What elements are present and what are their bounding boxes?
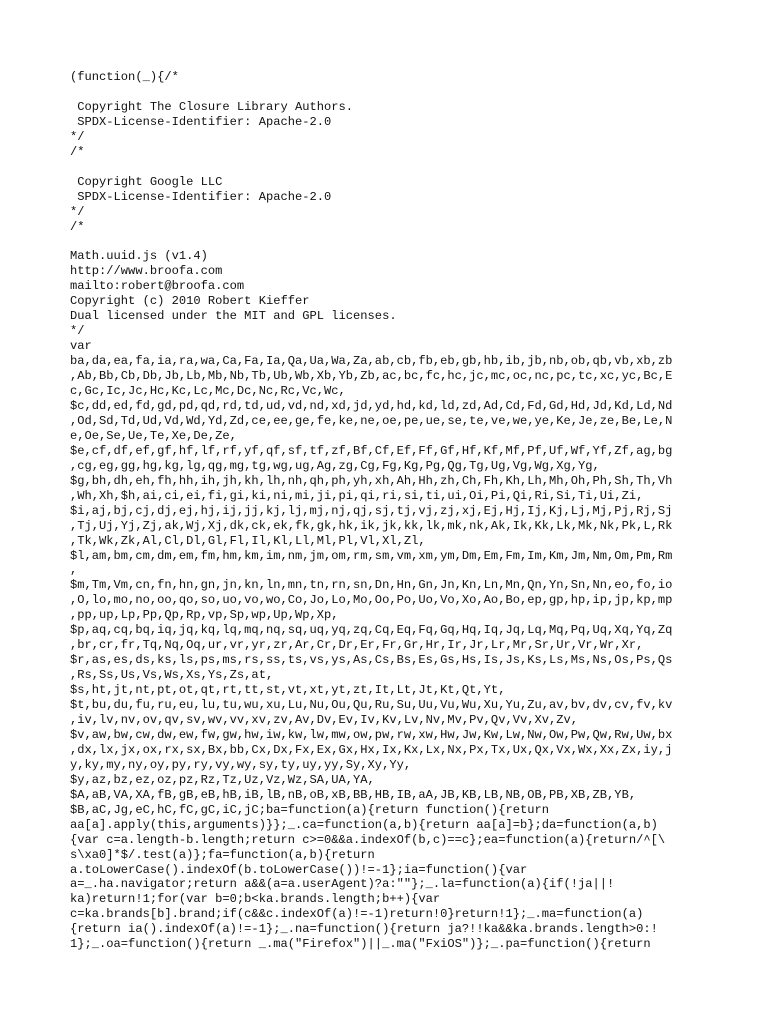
code-line: $l,am,bm,cm,dm,em,fm,hm,km,im,nm,jm,om,rm,sm,vm,xm,ym,Dm,Em,Fm,Im,Km,Jm,Nm,Om,Pm,Rm [70, 548, 673, 563]
code-line: $B,aC,Jg,eC,hC,fC,gC,iC,jC;ba=function(a){return function(){return [70, 802, 549, 817]
code-line: $m,Tm,Vm,cn,fn,hn,gn,jn,kn,ln,mn,tn,rn,sn,Dn,Hn,Gn,Jn,Kn,Ln,Mn,Qn,Yn,Sn,Nn,eo,fo,io [70, 578, 673, 593]
code-line: */ [70, 129, 85, 144]
code-line: ba,da,ea,fa,ia,ra,wa,Ca,Fa,Ia,Qa,Ua,Wa,Za,ab,cb,fb,eb,gb,hb,ib,jb,nb,ob,qb,vb,xb,zb [70, 354, 673, 369]
code-line: , [70, 563, 78, 578]
code-line: $A,aB,VA,XA,fB,gB,eB,hB,iB,lB,nB,oB,xB,BB,HB,IB,aA,JB,KB,LB,NB,OB,PB,XB,ZB,YB, [70, 787, 637, 802]
code-line: mailto:robert@broofa.com [70, 279, 245, 294]
code-line: ,Tk,Wk,Zk,Al,Cl,Dl,Gl,Fl,Il,Kl,Ll,Ml,Pl,Vl,Xl,Zl, [70, 533, 426, 548]
code-line: $v,aw,bw,cw,dw,ew,fw,gw,hw,iw,kw,lw,mw,ow,pw,rw,xw,Hw,Jw,Kw,Lw,Nw,Ow,Pw,Qw,Rw,Uw,bx [70, 727, 673, 742]
code-line: ,br,cr,fr,Tq,Nq,Oq,ur,vr,yr,zr,Ar,Cr,Dr,Er,Fr,Gr,Hr,Ir,Jr,Lr,Mr,Sr,Ur,Vr,Wr,Xr, [70, 638, 644, 653]
code-line: SPDX-License-Identifier: Apache-2.0 [70, 114, 332, 129]
code-line: $s,ht,jt,nt,pt,ot,qt,rt,tt,st,vt,xt,yt,zt,It,Lt,Jt,Kt,Qt,Yt, [70, 683, 506, 698]
code-line: Copyright The Closure Library Authors. [70, 99, 354, 114]
code-line: ,Wh,Xh,$h,ai,ci,ei,fi,gi,ki,ni,mi,ji,pi,qi,ri,si,ti,ui,Oi,Pi,Qi,Ri,Si,Ti,Ui,Zi, [70, 488, 644, 503]
code-line: a=_.ha.navigator;return a&&(a=a.userAgent)?a:""};_.la=function(a){if(!ja||! [70, 877, 615, 892]
document-page [70, 70, 698, 952]
code-line: SPDX-License-Identifier: Apache-2.0 [70, 189, 332, 204]
code-line: {return ia().indexOf(a)!=-1};_.na=function(){return ja?!!ka&&ka.brands.length>0:! [70, 922, 658, 937]
code-line: 1};_.oa=function(){return _.ma("Firefox")||_.ma("FxiOS")};_.pa=function(){return [70, 937, 651, 952]
code-line: ,O,lo,mo,no,oo,qo,so,uo,vo,wo,Co,Jo,Lo,Mo,Oo,Po,Uo,Vo,Xo,Ao,Bo,ep,gp,hp,ip,jp,kp,mp [70, 593, 673, 608]
code-line: ,Rs,Ss,Us,Vs,Ws,Xs,Ys,Zs,at, [70, 668, 274, 683]
code-line: Copyright Google LLC [70, 174, 223, 189]
code-line: Math.uuid.js (v1.4) [70, 249, 208, 264]
code-line: s\xa0]*$/.test(a)};fa=function(a,b){return [70, 847, 375, 862]
code-line: */ [70, 204, 85, 219]
code-line: {var c=a.length-b.length;return c>=0&&a.indexOf(b,c)==c};ea=function(a){return/^[\ [70, 832, 666, 847]
code-line: /* [70, 144, 85, 159]
code-line: ,Tj,Uj,Yj,Zj,ak,Wj,Xj,dk,ck,ek,fk,gk,hk,ik,jk,kk,lk,mk,nk,Ak,Ik,Kk,Lk,Mk,Nk,Pk,L,Rk [70, 518, 673, 533]
code-line: aa[a].apply(this,arguments)}};_.ca=function(a,b){return aa[a]=b};da=function(a,b) [70, 817, 658, 832]
code-line: var [70, 339, 92, 354]
code-line: e,Oe,Se,Ue,Te,Xe,De,Ze, [70, 428, 237, 443]
code-line: $t,bu,du,fu,ru,eu,lu,tu,wu,xu,Lu,Nu,Ou,Qu,Ru,Su,Uu,Vu,Wu,Xu,Yu,Zu,av,bv,dv,cv,fv,kv [70, 698, 673, 713]
code-line: a.toLowerCase().indexOf(b.toLowerCase())!=-1};ia=function(){var [70, 862, 528, 877]
code-line: y,ky,my,ny,oy,py,ry,vy,wy,sy,ty,uy,yy,Sy,Xy,Yy, [70, 757, 412, 772]
code-line: (function(_){/* [70, 70, 179, 84]
code-line: ,pp,up,Lp,Pp,Qp,Rp,vp,Sp,wp,Up,Wp,Xp, [70, 608, 339, 623]
code-line: */ [70, 324, 85, 339]
code-line: ,iv,lv,nv,ov,qv,sv,wv,vv,xv,zv,Av,Dv,Ev,Iv,Kv,Lv,Nv,Mv,Pv,Qv,Vv,Xv,Zv, [70, 712, 579, 727]
source-code-text [70, 70, 698, 952]
code-line: ka)return!1;for(var b=0;b<ka.brands.length;b++){var [70, 892, 441, 907]
code-line: ,Od,Sd,Td,Ud,Vd,Wd,Yd,Zd,ce,ee,ge,fe,ke,ne,oe,pe,ue,se,te,ve,we,ye,Ke,Je,ze,Be,Le,N [70, 413, 673, 428]
code-line: c,Gc,Ic,Jc,Hc,Kc,Lc,Mc,Dc,Nc,Rc,Vc,Wc, [70, 384, 346, 399]
code-line: c=ka.brands[b].brand;if(c&&c.indexOf(a)!=-1)return!0}return!1};_.ma=function(a) [70, 907, 644, 922]
code-line: $r,as,es,ds,ks,ls,ps,ms,rs,ss,ts,vs,ys,As,Cs,Bs,Es,Gs,Hs,Is,Js,Ks,Ls,Ms,Ns,Os,Ps,Qs [70, 653, 673, 668]
code-line: /* [70, 219, 85, 234]
code-line: $c,dd,ed,fd,gd,pd,qd,rd,td,ud,vd,nd,xd,jd,yd,hd,kd,ld,zd,Ad,Cd,Fd,Gd,Hd,Jd,Kd,Ld,Nd [70, 398, 673, 413]
code-line: ,Ab,Bb,Cb,Db,Jb,Lb,Mb,Nb,Tb,Ub,Wb,Xb,Yb,Zb,ac,bc,fc,hc,jc,mc,oc,nc,pc,tc,xc,yc,Bc,E [70, 369, 673, 384]
code-line: $g,bh,dh,eh,fh,hh,ih,jh,kh,lh,nh,qh,ph,yh,xh,Ah,Hh,zh,Ch,Fh,Kh,Lh,Mh,Oh,Ph,Sh,Th,Vh [70, 473, 673, 488]
code-line: $y,az,bz,ez,oz,pz,Rz,Tz,Uz,Vz,Wz,SA,UA,YA, [70, 772, 375, 787]
code-line: $p,aq,cq,bq,iq,jq,kq,lq,mq,nq,sq,uq,yq,zq,Cq,Eq,Fq,Gq,Hq,Iq,Jq,Lq,Mq,Pq,Uq,Xq,Yq,Zq [70, 623, 673, 638]
code-line: Dual licensed under the MIT and GPL licenses. [70, 309, 397, 324]
code-line: $e,cf,df,ef,gf,hf,lf,rf,yf,qf,sf,tf,zf,Bf,Cf,Ef,Ff,Gf,Hf,Kf,Mf,Pf,Uf,Wf,Yf,Zf,ag,bg [70, 443, 673, 458]
code-line: Copyright (c) 2010 Robert Kieffer [70, 294, 310, 309]
code-line: ,dx,lx,jx,ox,rx,sx,Bx,bb,Cx,Dx,Fx,Ex,Gx,Hx,Ix,Kx,Lx,Nx,Px,Tx,Ux,Qx,Vx,Wx,Xx,Zx,iy,j [70, 742, 673, 757]
code-line: ,cg,eg,gg,hg,kg,lg,qg,mg,tg,wg,ug,Ag,zg,Cg,Fg,Kg,Pg,Qg,Tg,Ug,Vg,Wg,Xg,Yg, [70, 458, 600, 473]
code-line: $i,aj,bj,cj,dj,ej,hj,ij,jj,kj,lj,mj,nj,qj,sj,tj,vj,zj,xj,Ej,Hj,Ij,Kj,Lj,Mj,Pj,Rj,Sj [70, 503, 673, 518]
code-line: http://www.broofa.com [70, 264, 223, 279]
